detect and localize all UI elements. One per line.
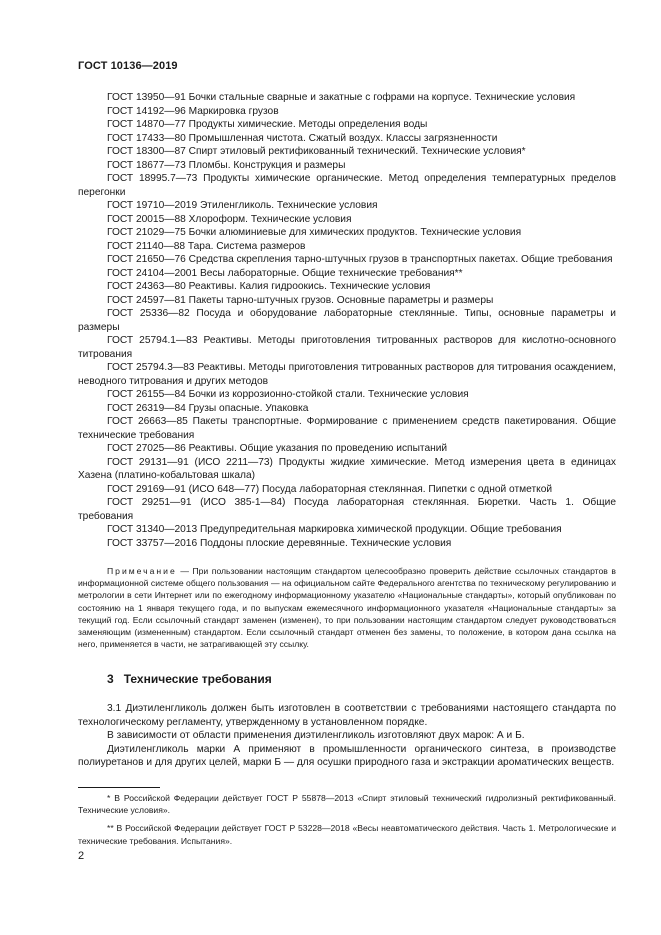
reference-item: ГОСТ 13950—91 Бочки стальные сварные и закатные с гофрами на корпусе. Технические условия xyxy=(107,92,576,103)
reference-item: ГОСТ 21029—75 Бочки алюминиевые для химических продуктов. Технические условия xyxy=(107,227,522,238)
reference-item: ГОСТ 18995.7—73 Продукты химические органические. Метод определения температурных пределов перегонки xyxy=(78,173,616,198)
reference-item: ГОСТ 29251—91 (ИСО 385-1—84) Посуда лабораторная стеклянная. Бюретки. Часть 1. Общие требования xyxy=(78,497,616,522)
reference-item: ГОСТ 25794.3—83 Реактивы. Методы приготовления титрованных растворов для титрования осаждением, неводного титрования и других методов xyxy=(78,362,616,387)
reference-item: ГОСТ 19710—2019 Этиленгликоль. Технические условия xyxy=(107,200,378,211)
reference-item: ГОСТ 33757—2016 Поддоны плоские деревянные. Технические условия xyxy=(107,537,452,549)
section-heading xyxy=(107,672,272,686)
body-paragraph: Диэтиленгликоль марки А применяют в промышленности органического синтеза, в производстве полиуретанов и для других целей, марки Б — для осушки природного газа и экстракции ароматических веществ. xyxy=(78,743,616,768)
note-dash: — xyxy=(180,566,189,576)
reference-item: ГОСТ 17433—80 Промышленная чистота. Сжатый воздух. Классы загрязненности xyxy=(107,132,498,144)
body-paragraph: 3.1 Диэтиленгликоль должен быть изготовлен в соответствии с требованиями настоящего стандарта по технологическому регламенту, утвержденному в установленном порядке. xyxy=(78,703,616,728)
reference-item: ГОСТ 18300—87 Спирт этиловый ректификованный технический. Технические условия* xyxy=(107,146,526,157)
reference-item: ГОСТ 27025—86 Реактивы. Общие указания по проведению испытаний xyxy=(107,443,448,454)
section-title: Технические требования xyxy=(123,672,272,686)
reference-item: ГОСТ 26155—84 Бочки из коррозионно-стойкой стали. Технические условия xyxy=(107,389,469,400)
footnote: * В Российской Федерации действует ГОСТ Р 55878—2013 «Спирт этиловый технический гидролизный ректификованный. Технические условия». xyxy=(78,793,616,816)
section-body xyxy=(78,702,616,770)
note-label: Примечание xyxy=(107,566,177,576)
footnotes xyxy=(78,792,616,853)
reference-item: ГОСТ 20015—88 Хлороформ. Технические условия xyxy=(107,213,352,225)
reference-item: ГОСТ 14192—96 Маркировка грузов xyxy=(107,105,279,117)
references-note xyxy=(78,565,616,650)
normative-references-list xyxy=(78,91,616,550)
reference-item: ГОСТ 26663—85 Пакеты транспортные. Формирование с применением средств пакетирования. Общие технические требования xyxy=(78,416,616,441)
reference-item: ГОСТ 24597—81 Пакеты тарно-штучных грузов. Основные параметры и размеры xyxy=(107,294,494,306)
running-header: ГОСТ 10136—2019 xyxy=(78,60,178,72)
reference-item: ГОСТ 21650—76 Средства скрепления тарно-штучных грузов в транспортных пакетах. Общие требования xyxy=(107,254,613,265)
reference-item: ГОСТ 18677—73 Пломбы. Конструкция и размеры xyxy=(107,159,346,171)
footnote-separator xyxy=(78,787,160,788)
page-number: 2 xyxy=(78,850,85,862)
footnote: ** В Российской Федерации действует ГОСТ Р 53228—2018 «Весы неавтоматического действия. Часть 1. Метрологические и технические требования. Испытания». xyxy=(78,823,616,846)
reference-item: ГОСТ 14870—77 Продукты химические. Методы определения воды xyxy=(107,119,428,130)
reference-item: ГОСТ 24363—80 Реактивы. Калия гидроокись. Технические условия xyxy=(107,281,431,292)
reference-item: ГОСТ 31340—2013 Предупредительная маркировка химической продукции. Общие требования xyxy=(107,524,562,535)
reference-item: ГОСТ 24104—2001 Весы лабораторные. Общие технические требования** xyxy=(107,267,463,279)
note-text: При пользовании настоящим стандартом целесообразно проверить действие ссылочных стандартов в информационной системе общего пользования — на официальном сайте Федерального агентства по техническому регулированию и метрологии в сети Интернет или по ежегодному информационному указателю «Национальные стандарты», который опубликован по состоянию на 1 января текущего года, и по выпускам ежемесячного информационного указателя «Национальные стандарты» за текущий год. Если ссылочный стандарт заменен (изменен), то при пользовании настоящим стандартом следует руководствоваться заменяющим (измененным) стандартом. Если ссылочный стандарт отменен без замены, то положение, в котором дана ссылка на него, применяется в части, не затрагивающей эту ссылку. xyxy=(78,566,616,650)
reference-item: ГОСТ 25336—82 Посуда и оборудование лабораторные стеклянные. Типы, основные параметры и размеры xyxy=(78,308,616,333)
reference-item: ГОСТ 21140—88 Тара. Система размеров xyxy=(107,240,306,252)
reference-item: ГОСТ 25794.1—83 Реактивы. Методы приготовления титрованных растворов для кислотно-основного титрования xyxy=(78,335,616,360)
reference-item: ГОСТ 29131—91 (ИСО 2211—73) Продукты жидкие химические. Метод измерения цвета в единицах Хазена (платино-кобальтовая шкала) xyxy=(78,456,616,481)
reference-item: ГОСТ 29169—91 (ИСО 648—77) Посуда лабораторная стеклянная. Пипетки с одной отметкой xyxy=(107,483,553,495)
section-number: 3 xyxy=(107,672,114,686)
reference-item: ГОСТ 26319—84 Грузы опасные. Упаковка xyxy=(107,402,309,414)
body-paragraph: В зависимости от области применения диэтиленгликоль изготовляют двух марок: А и Б. xyxy=(107,730,525,741)
